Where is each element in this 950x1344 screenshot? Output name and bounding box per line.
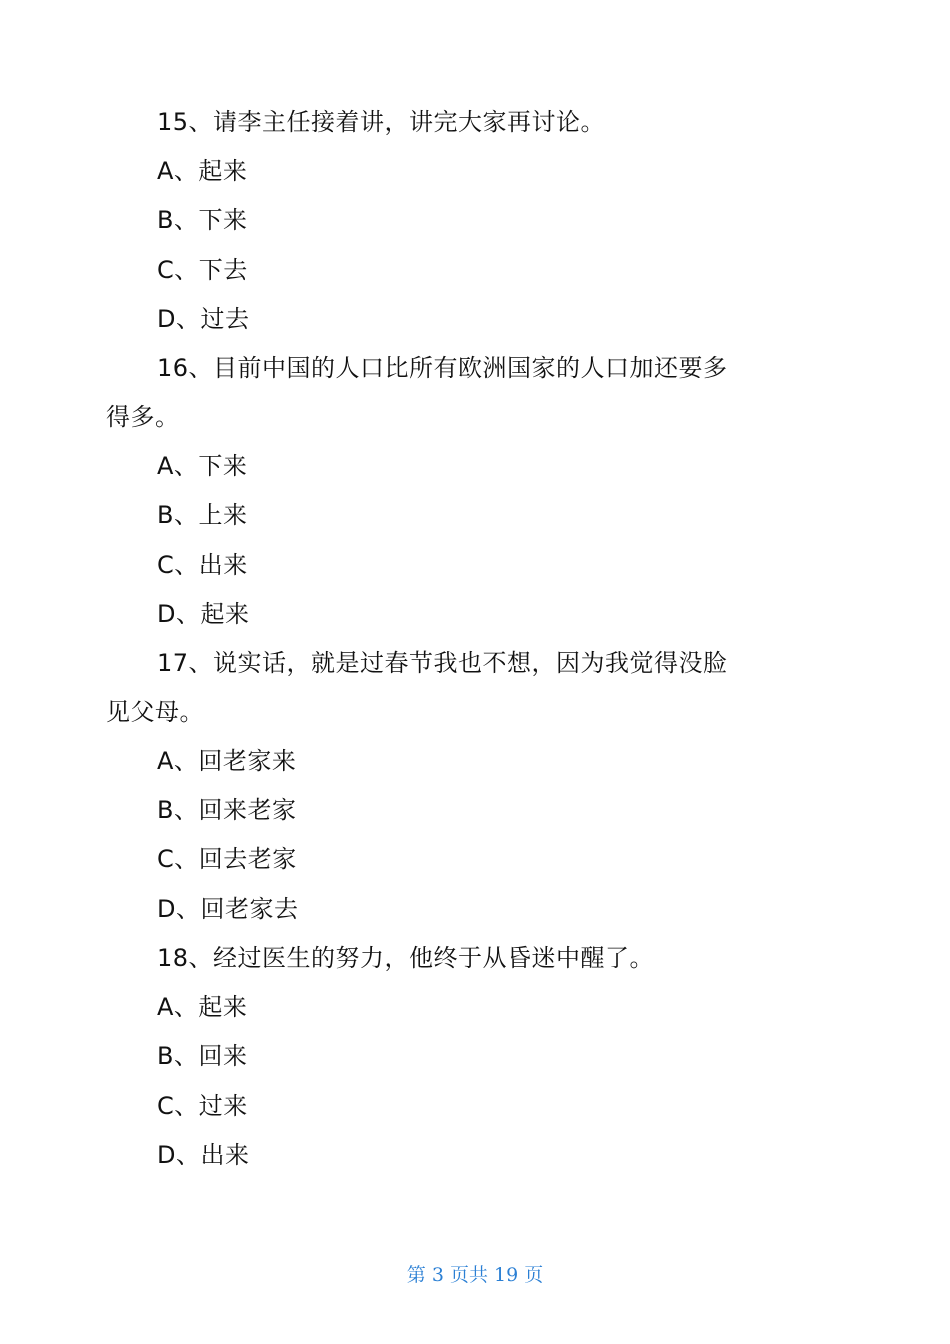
question-16-option-d: D、起来 (157, 600, 250, 628)
question-17-stem-continuation: 见父母。 (106, 698, 204, 726)
page-number-footer: 第 3 页共 19 页 (406, 1264, 544, 1286)
question-18-option-a: A、起来 (157, 993, 248, 1021)
question-15-option-c: C、下去 (157, 256, 248, 284)
question-17-option-b: B、回来老家 (157, 796, 297, 824)
question-15-option-b: B、下来 (157, 206, 248, 234)
question-16-stem-continuation: 得多。 (106, 403, 180, 431)
question-18-stem: 18、经过医生的努力，他终于从昏迷中醒了。 (157, 944, 655, 972)
question-17-option-d: D、回老家去 (157, 895, 299, 923)
question-18-option-c: C、过来 (157, 1092, 248, 1120)
question-15-option-a: A、起来 (157, 157, 248, 185)
question-16-option-b: B、上来 (157, 501, 248, 529)
question-15-stem: 15、请李主任接着讲，讲完大家再讨论。 (157, 108, 606, 136)
question-17-option-c: C、回去老家 (157, 845, 297, 873)
question-17-option-a: A、回老家来 (157, 747, 297, 775)
question-16-option-c: C、出来 (157, 551, 248, 579)
question-17-stem: 17、说实话，就是过春节我也不想，因为我觉得没脸 (157, 649, 728, 677)
question-15-option-d: D、过去 (157, 305, 250, 333)
question-18-option-b: B、回来 (157, 1042, 248, 1070)
question-18-option-d: D、出来 (157, 1141, 250, 1169)
question-16-stem: 16、目前中国的人口比所有欧洲国家的人口加还要多 (157, 354, 728, 382)
question-16-option-a: A、下来 (157, 452, 248, 480)
